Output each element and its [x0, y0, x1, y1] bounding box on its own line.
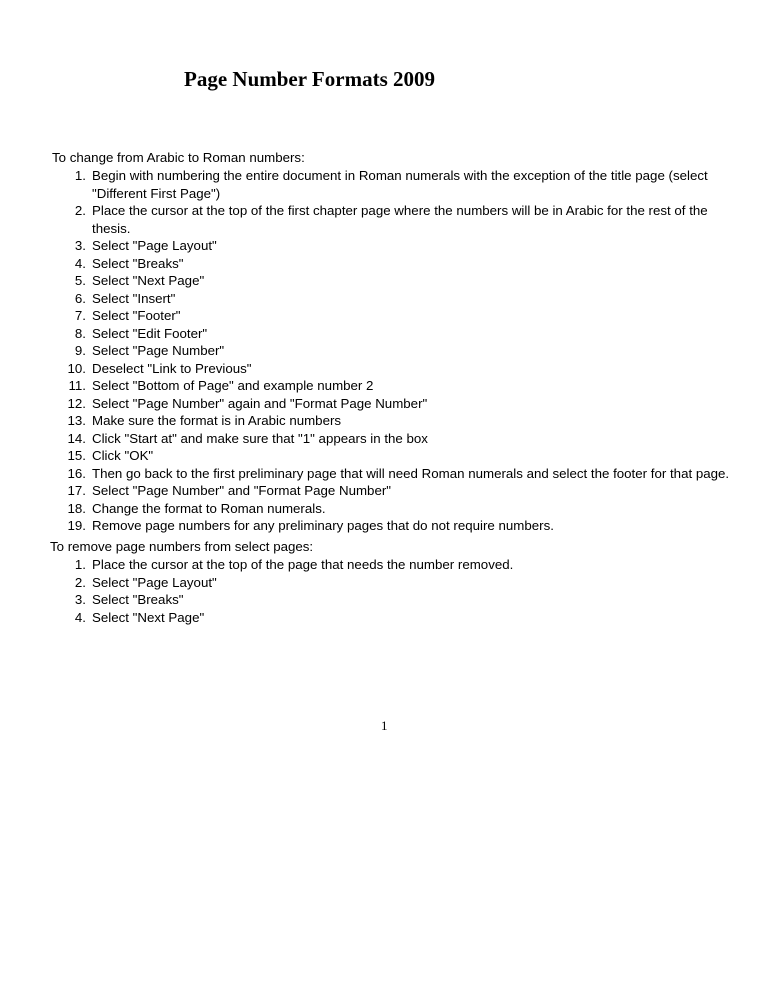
instructions-list-remove-numbers [54, 556, 744, 626]
list-item-text: Deselect "Link to Previous" [92, 360, 252, 376]
list-item [54, 430, 744, 448]
list-item [54, 412, 744, 430]
list-item-number: 2. [74, 203, 86, 218]
list-item-number: 2. [74, 574, 86, 590]
list-item-text: Select "Page Number" [92, 343, 225, 358]
list-item [54, 377, 744, 395]
list-item [54, 360, 744, 378]
list-item [54, 290, 744, 308]
list-item-number: 15. [67, 448, 86, 463]
list-item-number: 8. [74, 325, 86, 341]
list-item [54, 395, 744, 413]
list-item-number: 10. [67, 360, 86, 376]
list-item-number: 5. [74, 273, 86, 288]
list-item-number: 3. [74, 238, 86, 253]
list-item-text: Select "Footer" [92, 308, 181, 323]
list-item-number: 17. [67, 483, 86, 498]
list-item-number: 19. [67, 518, 86, 533]
list-item-number: 1. [74, 557, 86, 572]
list-item-number: 4. [74, 255, 86, 271]
list-item-text: Select "Edit Footer" [92, 325, 208, 341]
list-item-text: Change the format to Roman numerals. [92, 500, 326, 516]
list-item-number: 7. [74, 308, 86, 323]
list-item [54, 202, 744, 237]
list-item [54, 574, 744, 592]
list-item [54, 465, 744, 483]
list-item-text: Place the cursor at the top of the page that needs the number removed. [92, 557, 514, 572]
section-intro-remove-numbers: To remove page numbers from select pages: [50, 539, 314, 554]
list-item-number: 3. [74, 592, 86, 607]
list-item-number: 12. [67, 395, 86, 411]
list-item [54, 307, 744, 325]
list-item [54, 342, 744, 360]
list-item-number: 16. [67, 465, 86, 481]
list-item [54, 255, 744, 273]
page-number: 1 [381, 718, 388, 733]
list-item-text: Select "Page Number" again and "Format Page Number" [92, 395, 428, 411]
list-item [54, 591, 744, 609]
list-item-text: Then go back to the first preliminary page that will need Roman numerals and select the footer for that page. [92, 465, 730, 481]
list-item [54, 609, 744, 627]
list-item-text: Begin with numbering the entire document in Roman numerals with the exception of the title page (select "Different First Page") [92, 168, 708, 201]
list-item [54, 237, 744, 255]
list-item-number: 4. [74, 609, 86, 625]
list-item-text: Select "Breaks" [92, 592, 184, 607]
list-item-number: 9. [74, 343, 86, 358]
list-item-text: Select "Next Page" [92, 609, 205, 625]
list-item-text: Select "Page Number" and "Format Page Number" [92, 483, 391, 498]
list-item-text: Select "Breaks" [92, 255, 184, 271]
list-item-number: 11. [68, 378, 86, 393]
instructions-list-arabic-to-roman [54, 167, 744, 535]
list-item-number: 13. [67, 413, 86, 428]
list-item [54, 500, 744, 518]
list-item-text: Select "Bottom of Page" and example number 2 [92, 378, 374, 393]
list-item-number: 1. [74, 168, 86, 183]
list-item-text: Select "Page Layout" [92, 238, 217, 253]
list-item-text: Click "Start at" and make sure that "1" appears in the box [92, 430, 428, 446]
list-item-text: Select "Page Layout" [92, 574, 217, 590]
list-item-number: 18. [67, 500, 86, 516]
list-item-text: Make sure the format is in Arabic numbers [92, 413, 342, 428]
list-item [54, 556, 744, 574]
list-item [54, 447, 744, 465]
list-item [54, 517, 744, 535]
list-item-number: 14. [67, 430, 86, 446]
list-item [54, 167, 744, 202]
page-title: Page Number Formats 2009 [184, 67, 435, 91]
list-item [54, 325, 744, 343]
list-item-number: 6. [74, 290, 86, 306]
list-item-text: Remove page numbers for any preliminary pages that do not require numbers. [92, 518, 554, 533]
section-intro-arabic-to-roman: To change from Arabic to Roman numbers: [52, 150, 305, 165]
list-item-text: Place the cursor at the top of the first chapter page where the numbers will be in Arabic for the rest of the thesis. [92, 203, 708, 236]
list-item-text: Select "Insert" [92, 290, 176, 306]
list-item-text: Select "Next Page" [92, 273, 205, 288]
list-item [54, 482, 744, 500]
list-item-text: Click "OK" [92, 448, 154, 463]
list-item [54, 272, 744, 290]
